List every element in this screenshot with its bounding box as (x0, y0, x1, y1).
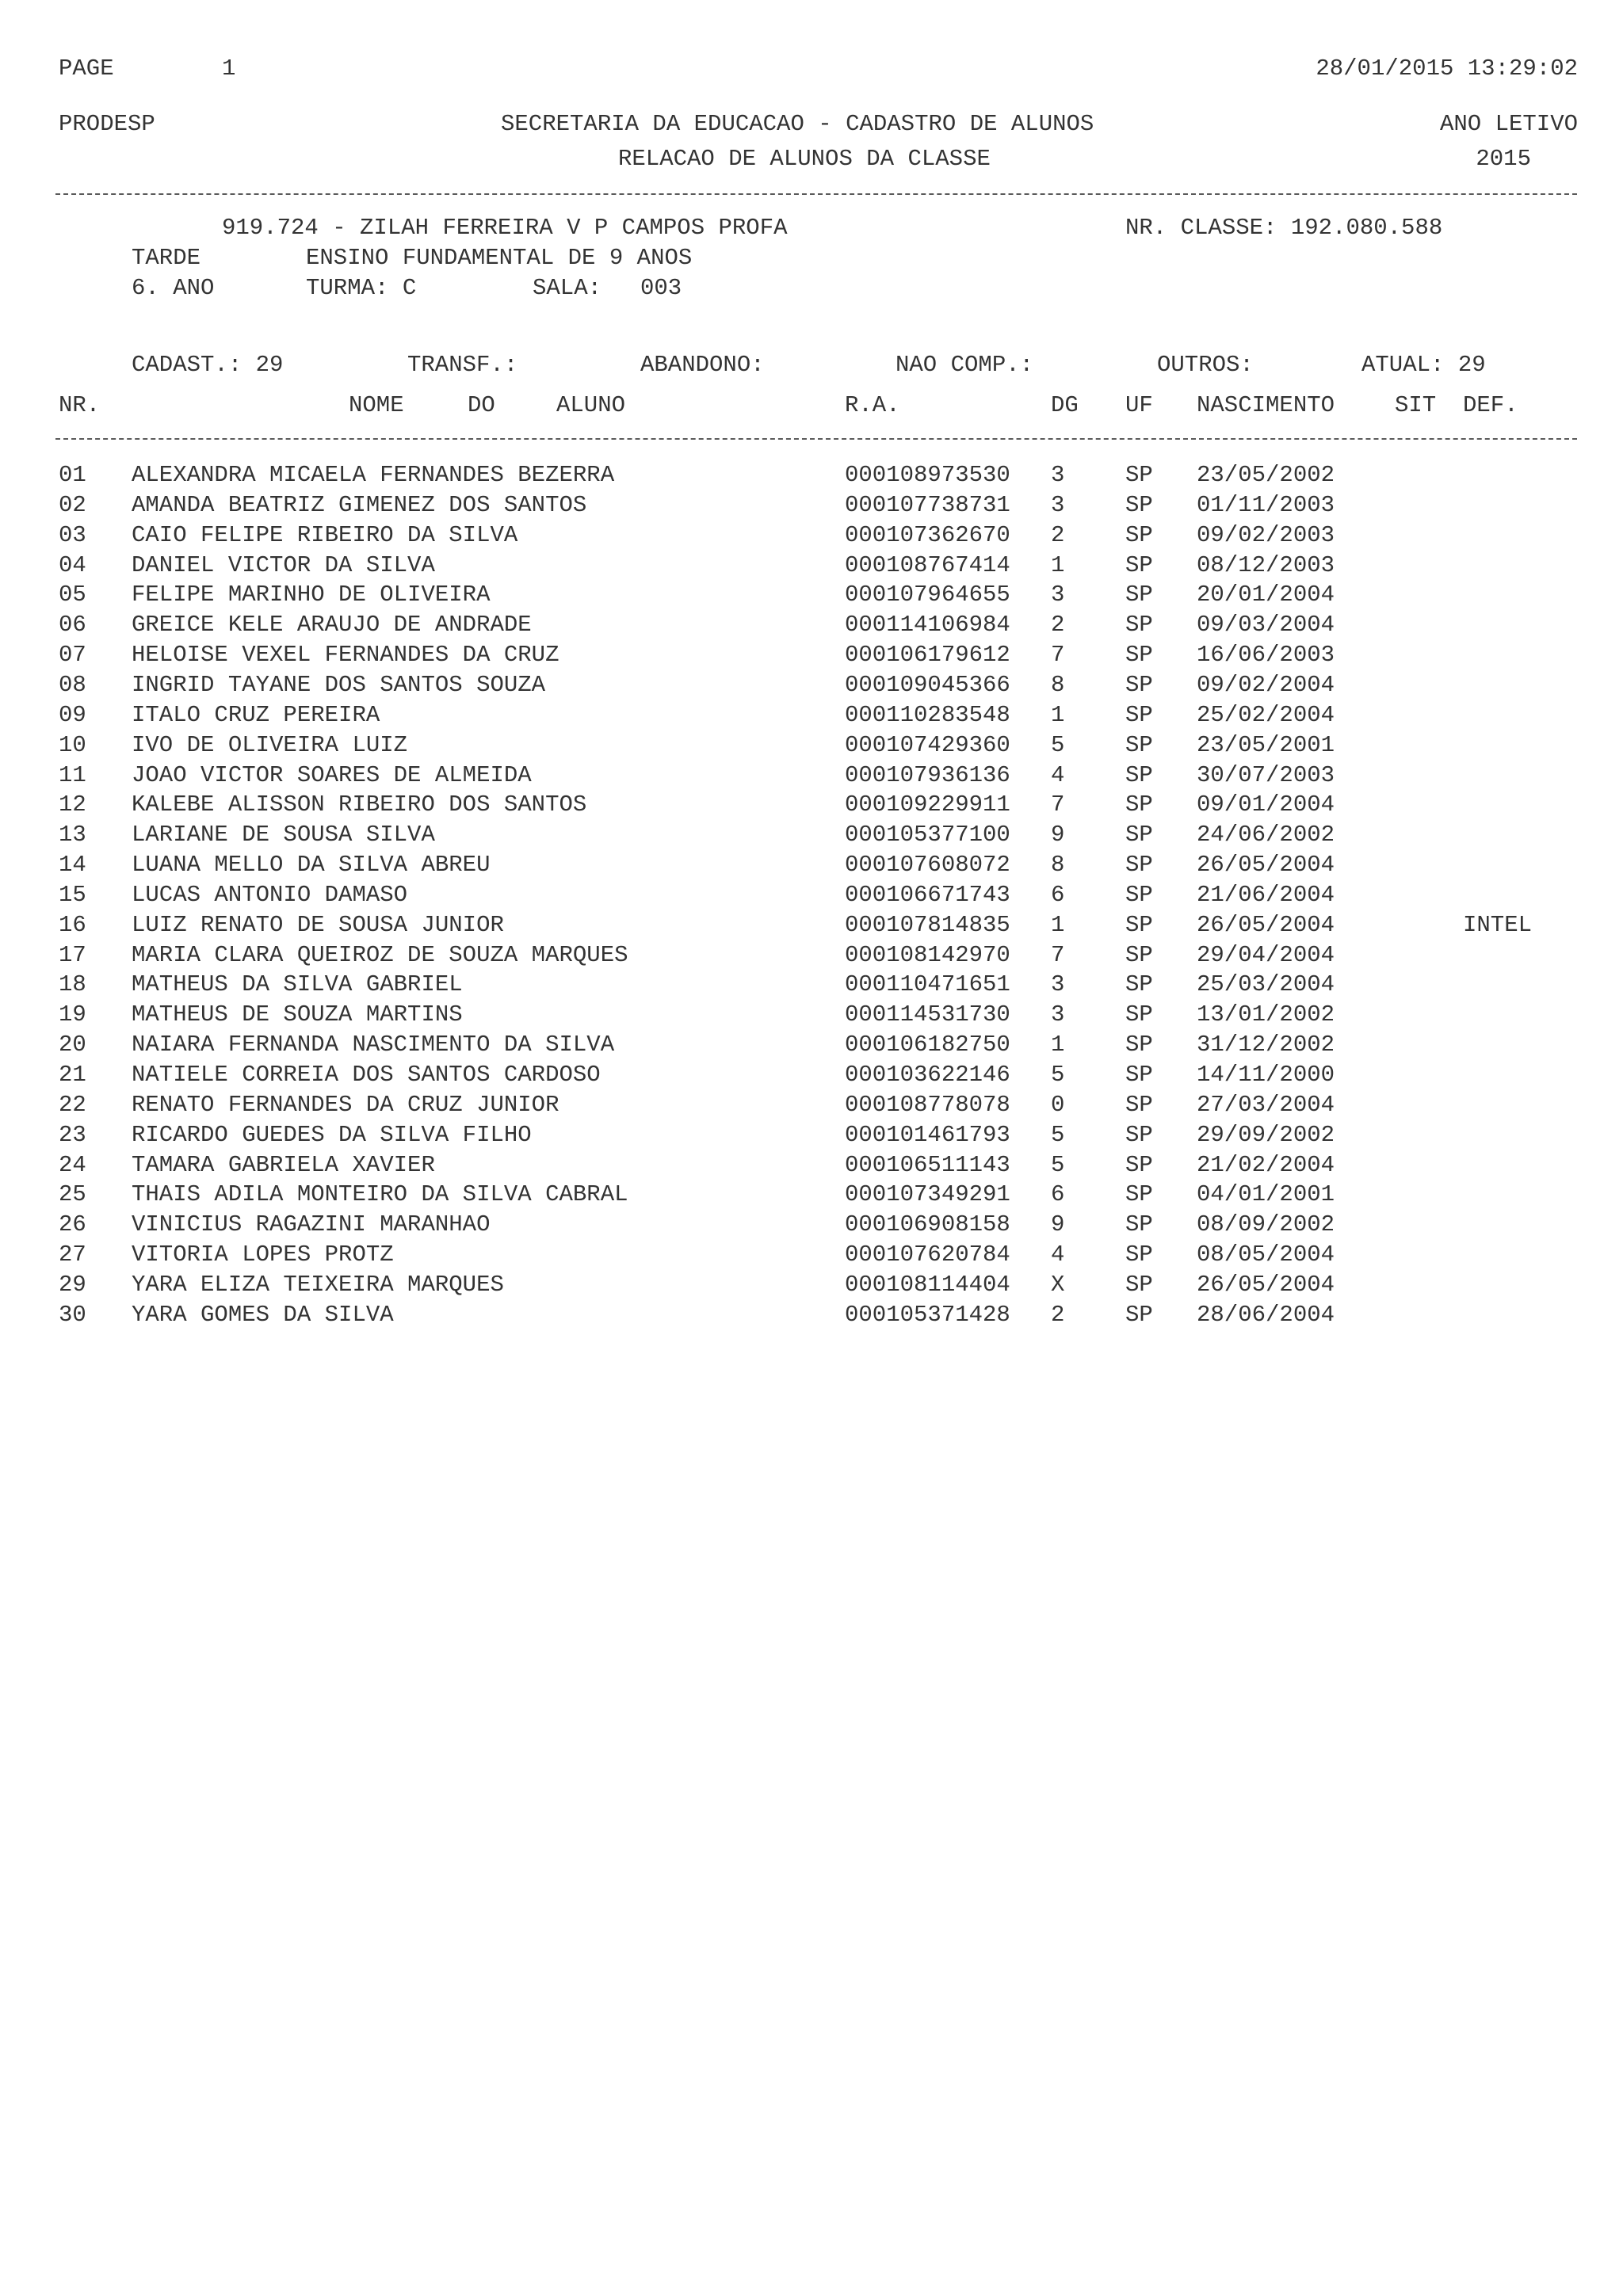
student-name: VITORIA LOPES PROTZ (132, 1241, 394, 1268)
student-name: MATHEUS DA SILVA GABRIEL (132, 971, 463, 997)
student-ra: 000108114404 (845, 1272, 1010, 1298)
student-uf: SP (1125, 1181, 1153, 1207)
student-ra: 000109229911 (845, 791, 1010, 818)
student-birthdate: 08/12/2003 (1197, 552, 1335, 578)
student-name: JOAO VICTOR SOARES DE ALMEIDA (132, 762, 532, 788)
student-nr: 10 (59, 732, 86, 758)
student-birthdate: 09/02/2004 (1197, 672, 1335, 698)
student-name: NAIARA FERNANDA NASCIMENTO DA SILVA (132, 1032, 615, 1058)
student-uf: SP (1125, 882, 1153, 908)
student-dg: 3 (1051, 582, 1065, 608)
student-nr: 11 (59, 762, 86, 788)
student-birthdate: 13/01/2002 (1197, 1001, 1335, 1028)
student-ra: 000109045366 (845, 672, 1010, 698)
student-uf: SP (1125, 1122, 1153, 1148)
student-dg: 6 (1051, 882, 1065, 908)
summary-transf: TRANSF.: (407, 352, 518, 378)
student-name: LUCAS ANTONIO DAMASO (132, 882, 408, 908)
student-uf: SP (1125, 522, 1153, 548)
student-birthdate: 23/05/2002 (1197, 462, 1335, 488)
student-birthdate: 24/06/2002 (1197, 822, 1335, 848)
col-header-nome: NOME (349, 392, 404, 418)
report-subtitle: RELACAO DE ALUNOS DA CLASSE (618, 146, 991, 172)
student-ra: 000105377100 (845, 822, 1010, 848)
student-name: TAMARA GABRIELA XAVIER (132, 1152, 435, 1178)
student-ra: 000106511143 (845, 1152, 1010, 1178)
student-ra: 000110283548 (845, 702, 1010, 728)
student-dg: 9 (1051, 822, 1065, 848)
student-nr: 02 (59, 492, 86, 518)
student-uf: SP (1125, 492, 1153, 518)
student-uf: SP (1125, 582, 1153, 608)
student-name: VINICIUS RAGAZINI MARANHAO (132, 1211, 491, 1238)
col-header-do: DO (468, 392, 495, 418)
student-birthdate: 04/01/2001 (1197, 1181, 1335, 1207)
student-birthdate: 23/05/2001 (1197, 732, 1335, 758)
student-birthdate: 08/05/2004 (1197, 1241, 1335, 1268)
student-nr: 19 (59, 1001, 86, 1028)
summary-abandono: ABANDONO: (640, 352, 765, 378)
student-birthdate: 16/06/2003 (1197, 642, 1335, 668)
student-birthdate: 01/11/2003 (1197, 492, 1335, 518)
col-header-nascimento: NASCIMENTO (1197, 392, 1335, 418)
student-birthdate: 27/03/2004 (1197, 1092, 1335, 1118)
student-ra: 000103622146 (845, 1062, 1010, 1088)
student-ra: 000107429360 (845, 732, 1010, 758)
student-uf: SP (1125, 912, 1153, 938)
student-name: LUIZ RENATO DE SOUSA JUNIOR (132, 912, 504, 938)
student-name: LUANA MELLO DA SILVA ABREU (132, 852, 491, 878)
student-name: HELOISE VEXEL FERNANDES DA CRUZ (132, 642, 559, 668)
student-dg: 2 (1051, 612, 1065, 638)
student-birthdate: 26/05/2004 (1197, 852, 1335, 878)
student-ra: 000106671743 (845, 882, 1010, 908)
student-uf: SP (1125, 1092, 1153, 1118)
student-dg: 5 (1051, 732, 1065, 758)
student-uf: SP (1125, 1211, 1153, 1238)
student-name: RENATO FERNANDES DA CRUZ JUNIOR (132, 1092, 559, 1118)
student-ra: 000107620784 (845, 1241, 1010, 1268)
student-name: CAIO FELIPE RIBEIRO DA SILVA (132, 522, 518, 548)
student-uf: SP (1125, 1241, 1153, 1268)
year-label: ANO LETIVO (1439, 111, 1578, 137)
student-ra: 000101461793 (845, 1122, 1010, 1148)
student-uf: SP (1125, 822, 1153, 848)
col-header-nr: NR. (59, 392, 101, 418)
student-name: AMANDA BEATRIZ GIMENEZ DOS SANTOS (132, 492, 587, 518)
student-birthdate: 30/07/2003 (1197, 762, 1335, 788)
organization: PRODESP (59, 111, 155, 137)
student-uf: SP (1125, 971, 1153, 997)
student-nr: 23 (59, 1122, 86, 1148)
student-name: FELIPE MARINHO DE OLIVEIRA (132, 582, 491, 608)
student-birthdate: 29/04/2004 (1197, 942, 1335, 968)
student-dg: 1 (1051, 702, 1065, 728)
sala-label: SALA: (533, 275, 602, 301)
student-uf: SP (1125, 612, 1153, 638)
student-name: NATIELE CORREIA DOS SANTOS CARDOSO (132, 1062, 601, 1088)
student-ra: 000107964655 (845, 582, 1010, 608)
col-header-sit: SIT (1395, 392, 1437, 418)
student-nr: 12 (59, 791, 86, 818)
student-name: KALEBE ALISSON RIBEIRO DOS SANTOS (132, 791, 587, 818)
period: TARDE (132, 245, 201, 271)
student-dg: 5 (1051, 1062, 1065, 1088)
student-nr: 22 (59, 1092, 86, 1118)
student-birthdate: 21/02/2004 (1197, 1152, 1335, 1178)
student-name: YARA ELIZA TEIXEIRA MARQUES (132, 1272, 504, 1298)
course: ENSINO FUNDAMENTAL DE 9 ANOS (306, 245, 693, 271)
student-ra: 000107349291 (845, 1181, 1010, 1207)
student-ra: 000107936136 (845, 762, 1010, 788)
student-nr: 20 (59, 1032, 86, 1058)
student-ra: 000108767414 (845, 552, 1010, 578)
student-dg: 8 (1051, 672, 1065, 698)
student-name: YARA GOMES DA SILVA (132, 1302, 394, 1328)
student-uf: SP (1125, 1032, 1153, 1058)
student-name: DANIEL VICTOR DA SILVA (132, 552, 435, 578)
student-uf: SP (1125, 642, 1153, 668)
col-header-ra: R.A. (845, 392, 900, 418)
student-ra: 000106908158 (845, 1211, 1010, 1238)
student-birthdate: 08/09/2002 (1197, 1211, 1335, 1238)
student-dg: 0 (1051, 1092, 1065, 1118)
student-name: MARIA CLARA QUEIROZ DE SOUZA MARQUES (132, 942, 628, 968)
student-nr: 26 (59, 1211, 86, 1238)
student-name: RICARDO GUEDES DA SILVA FILHO (132, 1122, 532, 1148)
student-name: INGRID TAYANE DOS SANTOS SOUZA (132, 672, 546, 698)
col-header-aluno: ALUNO (556, 392, 626, 418)
summary-atual: ATUAL: 29 (1361, 352, 1486, 378)
student-birthdate: 25/03/2004 (1197, 971, 1335, 997)
student-name: GREICE KELE ARAUJO DE ANDRADE (132, 612, 532, 638)
turma: TURMA: C (306, 275, 417, 301)
student-dg: 1 (1051, 912, 1065, 938)
summary-outros: OUTROS: (1157, 352, 1254, 378)
student-uf: SP (1125, 852, 1153, 878)
summary-nao-comp: NAO COMP.: (896, 352, 1034, 378)
student-uf: SP (1125, 1302, 1153, 1328)
col-header-uf: UF (1125, 392, 1153, 418)
student-ra: 000106182750 (845, 1032, 1010, 1058)
sala-number: 003 (640, 275, 682, 301)
student-nr: 08 (59, 672, 86, 698)
student-uf: SP (1125, 1001, 1153, 1028)
student-ra: 000114106984 (845, 612, 1010, 638)
student-birthdate: 09/03/2004 (1197, 612, 1335, 638)
student-uf: SP (1125, 1272, 1153, 1298)
col-header-dg: DG (1051, 392, 1079, 418)
student-nr: 05 (59, 582, 86, 608)
student-nr: 24 (59, 1152, 86, 1178)
student-dg: 9 (1051, 1211, 1065, 1238)
student-ra: 000110471651 (845, 971, 1010, 997)
student-dg: 4 (1051, 1241, 1065, 1268)
student-uf: SP (1125, 732, 1153, 758)
student-dg: 7 (1051, 942, 1065, 968)
student-nr: 14 (59, 852, 86, 878)
student-birthdate: 09/02/2003 (1197, 522, 1335, 548)
student-ra: 000107608072 (845, 852, 1010, 878)
page-number: 1 (222, 55, 236, 82)
student-ra: 000107738731 (845, 492, 1010, 518)
student-nr: 03 (59, 522, 86, 548)
report-datetime: 28/01/2015 13:29:02 (1316, 55, 1578, 82)
student-ra: 000108778078 (845, 1092, 1010, 1118)
student-birthdate: 29/09/2002 (1197, 1122, 1335, 1148)
student-birthdate: 26/05/2004 (1197, 1272, 1335, 1298)
student-ra: 000106179612 (845, 642, 1010, 668)
student-nr: 25 (59, 1181, 86, 1207)
school-name: 919.724 - ZILAH FERREIRA V P CAMPOS PROFA (222, 215, 788, 241)
class-number: NR. CLASSE: 192.080.588 (1125, 215, 1443, 241)
student-dg: X (1051, 1272, 1065, 1298)
student-nr: 01 (59, 462, 86, 488)
student-ra: 000107362670 (845, 522, 1010, 548)
student-nr: 16 (59, 912, 86, 938)
student-dg: 4 (1051, 762, 1065, 788)
col-header-def: DEF. (1463, 392, 1518, 418)
student-nr: 04 (59, 552, 86, 578)
student-name: THAIS ADILA MONTEIRO DA SILVA CABRAL (132, 1181, 628, 1207)
student-ra: 000107814835 (845, 912, 1010, 938)
student-birthdate: 21/06/2004 (1197, 882, 1335, 908)
student-dg: 3 (1051, 971, 1065, 997)
student-uf: SP (1125, 762, 1153, 788)
student-uf: SP (1125, 1152, 1153, 1178)
student-def: INTEL (1463, 912, 1533, 938)
student-ra: 000108973530 (845, 462, 1010, 488)
student-nr: 06 (59, 612, 86, 638)
student-nr: 27 (59, 1241, 86, 1268)
student-dg: 5 (1051, 1122, 1065, 1148)
student-nr: 29 (59, 1272, 86, 1298)
student-name: LARIANE DE SOUSA SILVA (132, 822, 435, 848)
school-year: 2015 (1476, 146, 1531, 172)
student-ra: 000105371428 (845, 1302, 1010, 1328)
student-nr: 18 (59, 971, 86, 997)
student-nr: 09 (59, 702, 86, 728)
page-label: PAGE (59, 55, 114, 82)
report-title: SECRETARIA DA EDUCACAO - CADASTRO DE ALUNOS (501, 111, 1094, 137)
student-dg: 7 (1051, 642, 1065, 668)
student-birthdate: 28/06/2004 (1197, 1302, 1335, 1328)
student-dg: 2 (1051, 1302, 1065, 1328)
student-nr: 13 (59, 822, 86, 848)
student-nr: 15 (59, 882, 86, 908)
student-ra: 000108142970 (845, 942, 1010, 968)
student-dg: 3 (1051, 1001, 1065, 1028)
student-dg: 8 (1051, 852, 1065, 878)
student-dg: 6 (1051, 1181, 1065, 1207)
student-nr: 07 (59, 642, 86, 668)
student-dg: 5 (1051, 1152, 1065, 1178)
student-uf: SP (1125, 1062, 1153, 1088)
student-dg: 1 (1051, 552, 1065, 578)
student-birthdate: 31/12/2002 (1197, 1032, 1335, 1058)
student-nr: 30 (59, 1302, 86, 1328)
student-name: MATHEUS DE SOUZA MARTINS (132, 1001, 463, 1028)
student-name: ITALO CRUZ PEREIRA (132, 702, 380, 728)
student-dg: 1 (1051, 1032, 1065, 1058)
student-uf: SP (1125, 552, 1153, 578)
student-ra: 000114531730 (845, 1001, 1010, 1028)
student-uf: SP (1125, 672, 1153, 698)
student-birthdate: 25/02/2004 (1197, 702, 1335, 728)
student-birthdate: 26/05/2004 (1197, 912, 1335, 938)
student-uf: SP (1125, 462, 1153, 488)
student-dg: 3 (1051, 492, 1065, 518)
student-name: ALEXANDRA MICAELA FERNANDES BEZERRA (132, 462, 615, 488)
student-nr: 17 (59, 942, 86, 968)
student-dg: 2 (1051, 522, 1065, 548)
grade: 6. ANO (132, 275, 215, 301)
student-uf: SP (1125, 702, 1153, 728)
student-nr: 21 (59, 1062, 86, 1088)
summary-cadast: CADAST.: 29 (132, 352, 284, 378)
student-birthdate: 09/01/2004 (1197, 791, 1335, 818)
student-birthdate: 14/11/2000 (1197, 1062, 1335, 1088)
student-uf: SP (1125, 791, 1153, 818)
student-name: IVO DE OLIVEIRA LUIZ (132, 732, 408, 758)
student-uf: SP (1125, 942, 1153, 968)
student-birthdate: 20/01/2004 (1197, 582, 1335, 608)
student-dg: 3 (1051, 462, 1065, 488)
student-dg: 7 (1051, 791, 1065, 818)
